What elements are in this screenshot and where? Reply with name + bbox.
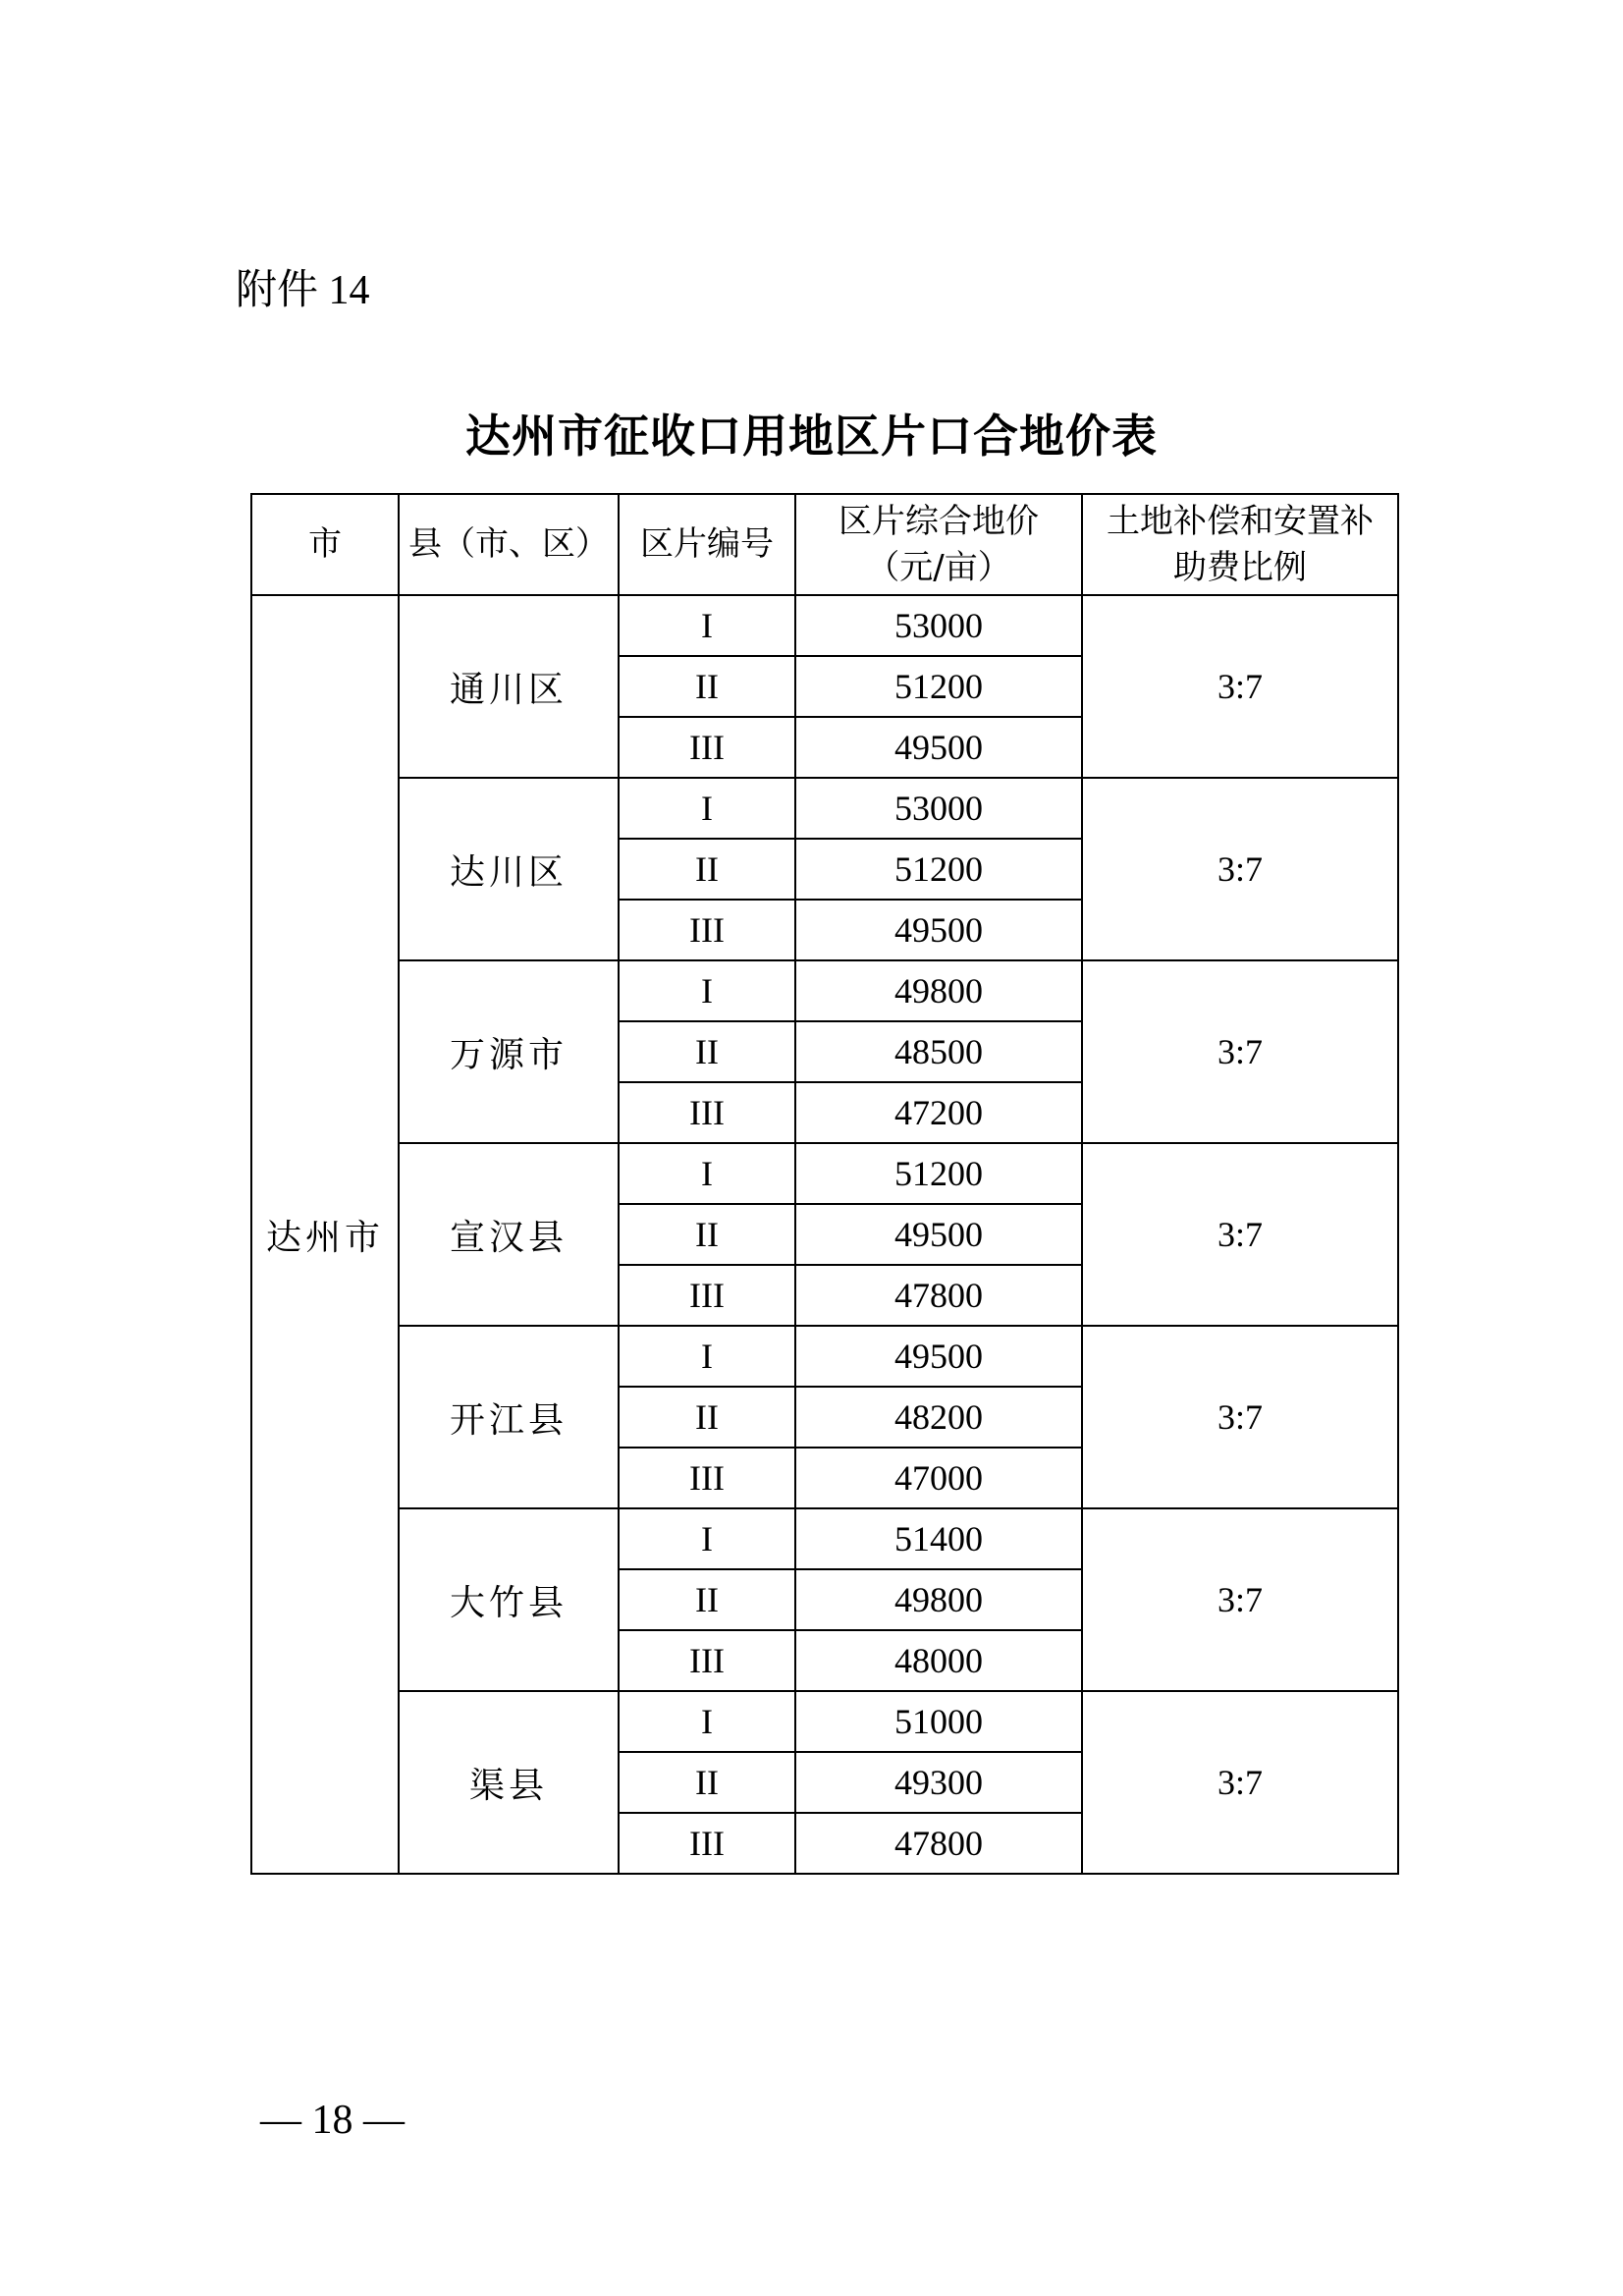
table-body [251,595,1398,1874]
page-title: 达州市征收口用地区片口合地价表 [465,410,1158,463]
zone-number-cell: III [619,900,795,960]
zone-price-cell: 49800 [795,960,1082,1021]
compensation-ratio-cell: 3:7 [1082,960,1398,1143]
zone-price-cell: 47000 [795,1448,1082,1508]
zone-number-cell: I [619,960,795,1021]
header-county: 县（市、区） [399,494,619,595]
zone-number-cell: I [619,1326,795,1387]
zone-price-cell: 53000 [795,778,1082,839]
zone-number-cell: I [619,595,795,656]
compensation-ratio-cell: 3:7 [1082,1143,1398,1326]
table-row [251,1326,1398,1387]
page-number: — 18 — [260,2098,405,2143]
table-row [251,1143,1398,1204]
zone-price-cell: 48200 [795,1387,1082,1448]
zone-number-cell: II [619,1752,795,1813]
compensation-ratio-cell: 3:7 [1082,1326,1398,1508]
compensation-ratio-cell: 3:7 [1082,1508,1398,1691]
zone-price-cell: 51200 [795,839,1082,900]
table-row [251,778,1398,839]
header-zone-price-line1: 区片综合地价 [839,501,1039,541]
zone-price-cell: 49500 [795,1326,1082,1387]
zone-number-cell: II [619,1204,795,1265]
zone-number-cell: III [619,1630,795,1691]
city-cell: 达州市 [251,595,399,1874]
zone-number-cell: II [619,1387,795,1448]
attachment-label: 附件 14 [236,268,370,313]
zone-price-cell: 53000 [795,595,1082,656]
header-city: 市 [251,494,399,595]
county-cell: 宣汉县 [399,1143,619,1326]
zone-number-cell: III [619,1813,795,1874]
zone-price-cell: 51400 [795,1508,1082,1569]
county-cell: 达川区 [399,778,619,960]
zone-number-cell: II [619,839,795,900]
zone-price-cell: 51000 [795,1691,1082,1752]
table-header-row [251,494,1398,595]
zone-number-cell: III [619,717,795,778]
zone-price-cell: 48000 [795,1630,1082,1691]
table-row [251,1508,1398,1569]
zone-price-cell: 49500 [795,717,1082,778]
zone-number-cell: III [619,1082,795,1143]
zone-number-cell: III [619,1448,795,1508]
zone-price-cell: 49500 [795,900,1082,960]
county-cell: 开江县 [399,1326,619,1508]
zone-price-cell: 49500 [795,1204,1082,1265]
header-compensation-ratio-line2: 助费比例 [1173,547,1307,587]
header-compensation-ratio [1082,494,1398,595]
county-cell: 大竹县 [399,1508,619,1691]
land-price-table [250,493,1399,1875]
compensation-ratio-cell: 3:7 [1082,1691,1398,1874]
zone-number-cell: I [619,778,795,839]
zone-price-cell: 49300 [795,1752,1082,1813]
header-compensation-ratio-line1: 土地补偿和安置补 [1107,501,1374,541]
zone-number-cell: II [619,656,795,717]
zone-number-cell: II [619,1021,795,1082]
zone-price-cell: 47200 [795,1082,1082,1143]
compensation-ratio-cell: 3:7 [1082,595,1398,778]
compensation-ratio-cell: 3:7 [1082,778,1398,960]
zone-price-cell: 47800 [795,1813,1082,1874]
header-zone-price-line2: （元/亩） [866,547,1011,587]
zone-number-cell: I [619,1691,795,1752]
header-zone-price [795,494,1082,595]
table-row [251,1691,1398,1752]
zone-price-cell: 49800 [795,1569,1082,1630]
zone-price-cell: 51200 [795,656,1082,717]
table-row [251,595,1398,656]
zone-number-cell: I [619,1508,795,1569]
table-row [251,960,1398,1021]
county-cell: 通川区 [399,595,619,778]
header-zone-number: 区片编号 [619,494,795,595]
zone-price-cell: 51200 [795,1143,1082,1204]
zone-number-cell: I [619,1143,795,1204]
zone-price-cell: 48500 [795,1021,1082,1082]
zone-price-cell: 47800 [795,1265,1082,1326]
county-cell: 渠县 [399,1691,619,1874]
zone-number-cell: III [619,1265,795,1326]
county-cell: 万源市 [399,960,619,1143]
zone-number-cell: II [619,1569,795,1630]
